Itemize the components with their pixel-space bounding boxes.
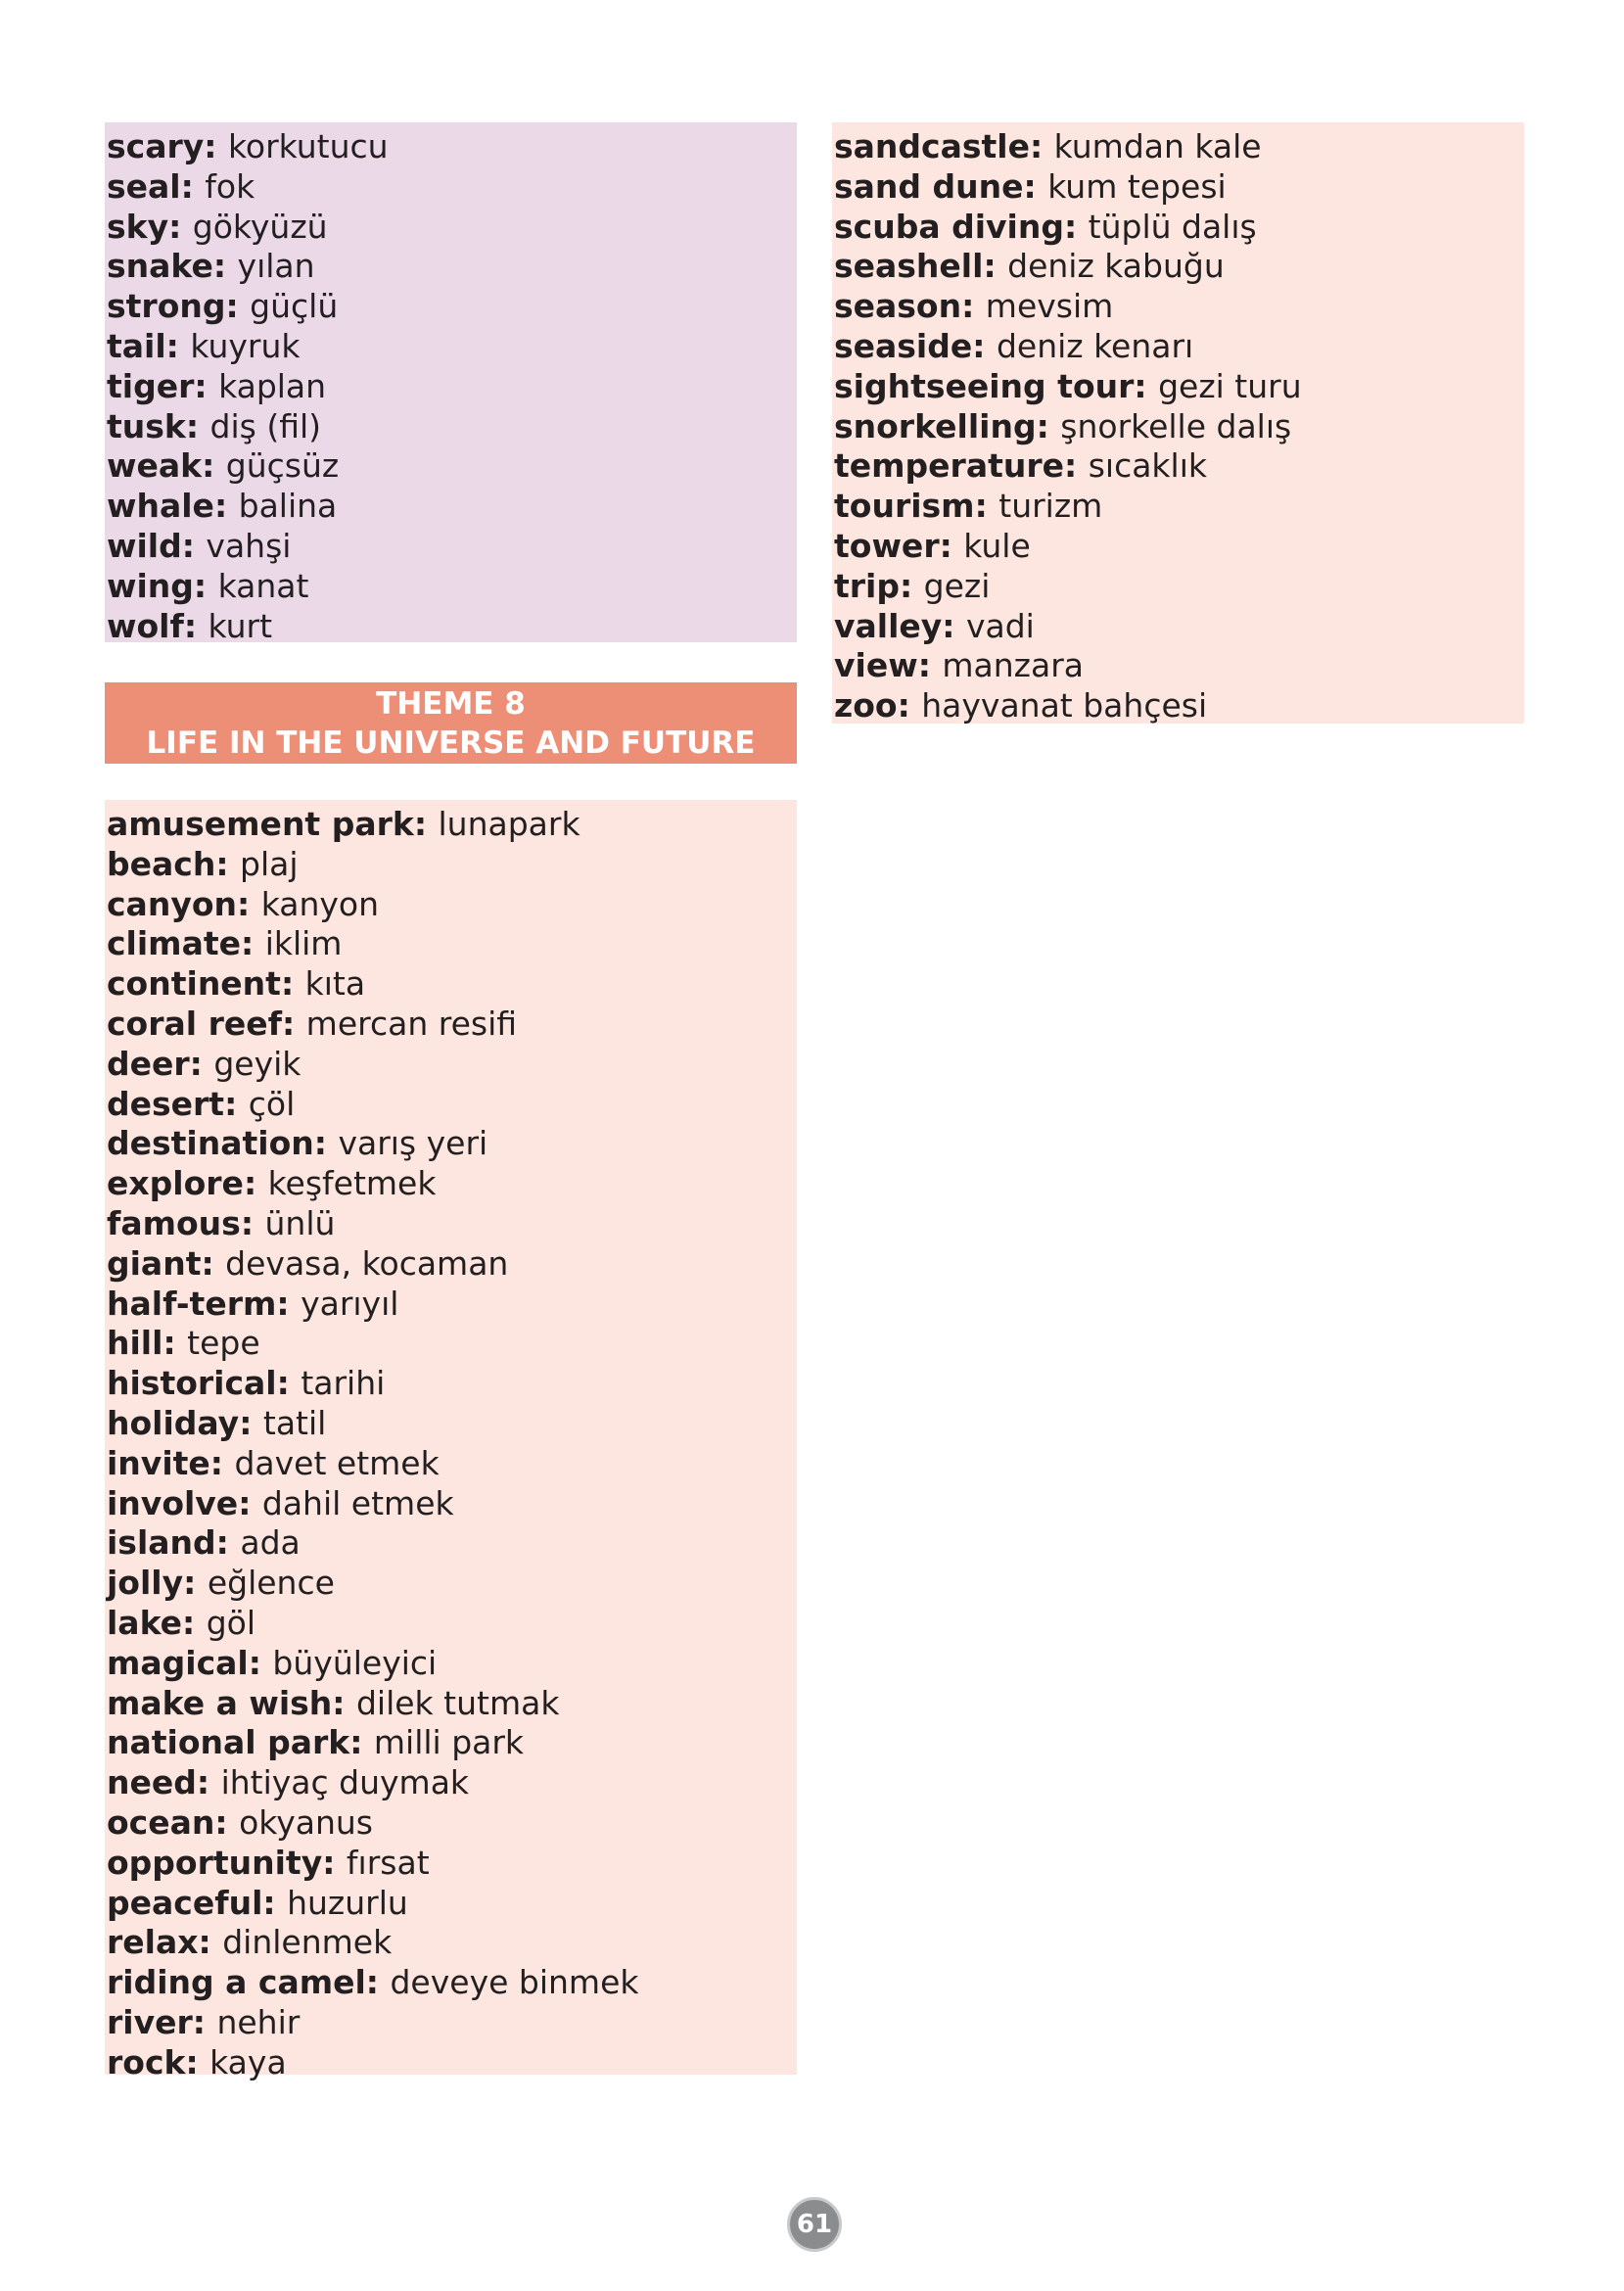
vocab-separator: :	[215, 1523, 241, 1563]
vocab-separator: :	[322, 1843, 347, 1882]
vocab-translation: fok	[205, 166, 255, 206]
vocab-translation: okyanus	[239, 1802, 373, 1842]
vocab-translation: balina	[238, 487, 338, 526]
vocab-translation: tüplü dalış	[1088, 207, 1257, 246]
vocab-entry	[832, 567, 1524, 607]
vocab-entry	[105, 1204, 797, 1244]
vocab-term: sandcastle	[834, 127, 1030, 165]
vocab-translation: kuyruk	[190, 326, 301, 365]
vocab-entry	[105, 1684, 797, 1724]
vocab-translation: şnorkelle dalış	[1060, 406, 1292, 445]
vocab-separator: :	[281, 1004, 306, 1043]
vocab-separator: :	[165, 326, 191, 365]
vocab-term: season	[834, 287, 962, 326]
theme-title: LIFE IN THE UNIVERSE AND FUTURE	[146, 725, 756, 761]
vocab-translation: kıta	[304, 964, 366, 1004]
vocab-translation: lunapark	[438, 805, 580, 843]
vocab-separator: :	[972, 326, 997, 365]
vocab-translation: korkutucu	[227, 127, 389, 165]
vocab-separator: :	[202, 446, 226, 486]
vocab-term: rock	[107, 2042, 186, 2081]
vocab-separator: :	[238, 1483, 262, 1522]
vocab-entry	[105, 1844, 797, 1884]
vocab-entry	[832, 646, 1524, 686]
vocab-translation: deniz kabuğu	[1007, 247, 1225, 286]
vocab-separator: :	[961, 287, 986, 326]
vocab-term: sand dune	[834, 166, 1024, 206]
vocab-entry	[105, 367, 797, 407]
vocab-translation: manzara	[942, 646, 1085, 685]
vocab-entry	[105, 1045, 797, 1085]
vocab-translation: geyik	[213, 1044, 302, 1083]
vocab-entry	[832, 127, 1524, 167]
vocab-separator: :	[942, 606, 966, 645]
vocab-separator: :	[192, 2002, 217, 2041]
vocab-separator: :	[240, 1203, 265, 1242]
vocab-separator: :	[185, 2042, 210, 2081]
vocab-separator: :	[181, 526, 207, 565]
vocab-separator: :	[204, 127, 228, 165]
vocab-separator: :	[214, 1802, 240, 1842]
theme-banner	[105, 682, 797, 764]
vocab-entry	[105, 527, 797, 567]
vocab-translation: çöl	[248, 1084, 296, 1123]
vocab-separator: :	[276, 1284, 302, 1323]
vocab-separator: :	[198, 1923, 223, 1962]
vocab-term: deer	[107, 1044, 190, 1083]
vocab-term: tusk	[107, 406, 186, 445]
vocab-term: tower	[834, 526, 940, 565]
vocab-entry	[105, 1364, 797, 1404]
vocab-term: snorkelling	[834, 406, 1037, 445]
vocab-translation: gezi	[923, 566, 991, 605]
vocab-term: valley	[834, 606, 943, 645]
vocab-separator: :	[1063, 207, 1089, 246]
vocab-translation: tepe	[187, 1324, 260, 1363]
vocab-term: trip	[834, 566, 900, 605]
vocab-entry	[105, 327, 797, 367]
vocab-separator: :	[193, 566, 218, 605]
vocab-entry	[105, 1803, 797, 1844]
vocab-translation: milli park	[373, 1723, 525, 1762]
vocab-term: hill	[107, 1324, 163, 1363]
page-number: 61	[787, 2197, 842, 2252]
vocab-translation: vahşi	[206, 526, 292, 565]
vocab-translation: turizm	[998, 487, 1103, 526]
vocab-term: historical	[107, 1364, 277, 1403]
vocab-entry	[105, 1244, 797, 1285]
vocab-term: canyon	[107, 884, 237, 923]
vocab-entry	[105, 1085, 797, 1125]
vocab-translation: kule	[963, 526, 1031, 565]
vocab-list	[832, 127, 1524, 726]
vocab-term: riding a camel	[107, 1963, 366, 2002]
vocab-separator: :	[917, 646, 943, 685]
vocab-separator: :	[182, 1603, 207, 1642]
vocab-term: tourism	[834, 487, 975, 526]
vocab-entry	[105, 1484, 797, 1524]
vocab-translation: plaj	[240, 844, 299, 883]
vocab-list	[105, 127, 797, 646]
vocab-entry	[105, 885, 797, 925]
vocab-entry	[105, 1723, 797, 1763]
vocab-entry	[832, 686, 1524, 726]
vocab-list	[105, 805, 797, 2083]
vocab-translation: kaplan	[218, 366, 327, 405]
vocab-translation: tatil	[262, 1403, 327, 1442]
vocab-term: peaceful	[107, 1883, 263, 1922]
vocab-translation: tarihi	[301, 1364, 386, 1403]
vocab-entry	[832, 367, 1524, 407]
vocab-entry	[105, 1404, 797, 1444]
vocab-separator: :	[196, 1763, 221, 1802]
vocab-term: temperature	[834, 446, 1065, 486]
vocab-separator: :	[365, 1963, 391, 2002]
vocab-term: seaside	[834, 326, 973, 365]
vocab-translation: kanat	[217, 566, 309, 605]
vocab-translation: güçlü	[250, 287, 339, 326]
vocab-translation: fırsat	[346, 1843, 430, 1882]
vocab-separator: :	[248, 1643, 273, 1682]
vocab-separator: :	[224, 1084, 249, 1123]
vocab-translation: ünlü	[264, 1203, 336, 1242]
vocab-translation: gezi turu	[1158, 366, 1302, 405]
vocab-translation: dinlenmek	[222, 1923, 393, 1962]
vocab-term: wild	[107, 526, 182, 565]
vocab-box-theme8-left	[105, 800, 797, 2081]
vocab-separator: :	[239, 1403, 263, 1442]
vocab-translation: hayvanat bahçesi	[921, 686, 1208, 725]
vocab-translation: varış yeri	[338, 1124, 488, 1163]
vocab-entry	[105, 924, 797, 964]
vocab-entry	[832, 327, 1524, 367]
vocab-entry	[105, 964, 797, 1005]
vocab-translation: deniz kenarı	[996, 326, 1194, 365]
vocab-separator: :	[215, 844, 241, 883]
vocab-separator: :	[213, 487, 239, 526]
vocab-entry	[105, 1164, 797, 1204]
vocab-separator: :	[243, 1164, 268, 1203]
vocab-separator: :	[1036, 406, 1061, 445]
vocab-entry	[105, 287, 797, 327]
vocab-translation: kanyon	[260, 884, 379, 923]
vocab-separator: :	[212, 247, 238, 286]
vocab-term: climate	[107, 924, 241, 963]
vocab-separator: :	[185, 406, 210, 445]
vocab-translation: gökyüzü	[192, 207, 328, 246]
vocab-term: tiger	[107, 366, 195, 405]
vocab-separator: :	[183, 1564, 208, 1603]
vocab-entry	[105, 1564, 797, 1604]
vocab-translation: yılan	[237, 247, 315, 286]
vocab-separator: :	[194, 366, 219, 405]
vocab-term: snake	[107, 247, 213, 286]
vocab-translation: deveye binmek	[390, 1963, 639, 2002]
vocab-entry	[105, 1923, 797, 1963]
vocab-entry	[105, 1763, 797, 1803]
vocab-term: scuba diving	[834, 207, 1064, 246]
vocab-term: destination	[107, 1124, 314, 1163]
vocab-term: desert	[107, 1084, 225, 1123]
vocab-separator: :	[939, 526, 964, 565]
vocab-entry	[105, 407, 797, 447]
vocab-entry	[105, 1884, 797, 1924]
theme-number: THEME 8	[376, 686, 526, 722]
vocab-term: relax	[107, 1923, 199, 1962]
vocab-translation: dahil etmek	[261, 1483, 454, 1522]
vocab-term: ocean	[107, 1802, 215, 1842]
vocab-entry	[832, 446, 1524, 487]
vocab-translation: huzurlu	[287, 1883, 408, 1922]
vocab-separator: :	[1029, 127, 1054, 165]
vocab-entry	[105, 446, 797, 487]
vocab-separator: :	[225, 287, 251, 326]
vocab-entry	[105, 2043, 797, 2083]
vocab-separator: :	[1023, 166, 1048, 206]
vocab-translation: vadi	[965, 606, 1035, 645]
vocab-entry	[105, 567, 797, 607]
vocab-separator: :	[983, 247, 1008, 286]
vocab-translation: ada	[240, 1523, 301, 1563]
vocab-separator: :	[974, 487, 999, 526]
vocab-translation: ihtiyaç duymak	[220, 1763, 470, 1802]
vocab-translation: eğlence	[207, 1564, 335, 1603]
vocab-entry	[105, 1324, 797, 1364]
vocab-separator: :	[349, 1723, 374, 1762]
vocab-term: zoo	[834, 686, 898, 725]
vocab-term: island	[107, 1523, 216, 1563]
vocab-term: holiday	[107, 1403, 240, 1442]
vocab-term: coral reef	[107, 1004, 282, 1043]
vocab-separator: :	[209, 1443, 235, 1482]
vocab-separator: :	[168, 207, 193, 246]
vocab-term: weak	[107, 446, 203, 486]
vocab-translation: mevsim	[985, 287, 1114, 326]
vocab-entry	[832, 167, 1524, 208]
vocab-term: need	[107, 1763, 197, 1802]
vocab-translation: kum tepesi	[1047, 166, 1227, 206]
vocab-entry	[105, 845, 797, 885]
vocab-translation: güçsüz	[225, 446, 340, 486]
vocab-translation: büyüleyici	[272, 1643, 438, 1682]
vocab-translation: devasa, kocaman	[225, 1243, 509, 1283]
vocab-entry	[105, 1604, 797, 1644]
vocab-translation: kaya	[209, 2042, 287, 2081]
vocab-separator: :	[332, 1683, 356, 1722]
vocab-separator: :	[241, 924, 265, 963]
vocab-entry	[832, 208, 1524, 248]
vocab-separator: :	[262, 1883, 288, 1922]
vocab-separator: :	[189, 1044, 214, 1083]
vocab-term: seal	[107, 166, 181, 206]
vocab-term: make a wish	[107, 1683, 333, 1722]
vocab-separator: :	[897, 686, 922, 725]
vocab-term: famous	[107, 1203, 241, 1242]
vocab-entry	[105, 127, 797, 167]
vocab-entry	[105, 805, 797, 845]
vocab-entry	[105, 167, 797, 208]
vocab-term: national park	[107, 1723, 350, 1762]
vocab-term: sightseeing tour	[834, 366, 1135, 405]
vocab-term: involve	[107, 1483, 239, 1522]
vocab-translation: kumdan kale	[1053, 127, 1262, 165]
vocab-translation: mercan resifi	[305, 1004, 518, 1043]
vocab-translation: dilek tutmak	[355, 1683, 560, 1722]
vocab-term: half-term	[107, 1284, 277, 1323]
vocab-term: strong	[107, 287, 226, 326]
vocab-term: wolf	[107, 606, 184, 645]
vocab-term: wing	[107, 566, 194, 605]
vocab-term: invite	[107, 1443, 210, 1482]
vocab-separator: :	[276, 1364, 302, 1403]
vocab-translation: sıcaklık	[1088, 446, 1207, 486]
vocab-term: continent	[107, 964, 281, 1004]
vocab-term: jolly	[107, 1564, 184, 1603]
vocab-separator: :	[237, 884, 261, 923]
vocab-translation: kurt	[208, 606, 273, 645]
vocab-translation: keşfetmek	[267, 1164, 437, 1203]
vocab-term: scary	[107, 127, 205, 165]
vocab-translation: göl	[206, 1603, 256, 1642]
vocab-entry	[832, 287, 1524, 327]
vocab-entry	[832, 607, 1524, 647]
vocab-separator: :	[413, 805, 439, 843]
vocab-term: explore	[107, 1164, 244, 1203]
vocab-box-wild-animals	[105, 122, 797, 645]
vocab-entry	[832, 527, 1524, 567]
vocab-box-theme8-right	[832, 122, 1524, 724]
vocab-entry	[832, 247, 1524, 287]
vocab-term: beach	[107, 844, 216, 883]
vocab-entry	[105, 2003, 797, 2043]
vocab-term: view	[834, 646, 918, 685]
vocab-term: opportunity	[107, 1843, 323, 1882]
vocab-translation: nehir	[216, 2002, 301, 2041]
vocab-entry	[832, 407, 1524, 447]
vocab-entry	[105, 1644, 797, 1684]
vocab-separator: :	[313, 1124, 339, 1163]
vocab-separator: :	[201, 1243, 226, 1283]
vocab-term: giant	[107, 1243, 202, 1283]
vocab-entry	[105, 607, 797, 647]
vocab-term: seashell	[834, 247, 984, 286]
vocab-term: lake	[107, 1603, 183, 1642]
vocab-term: amusement park	[107, 805, 414, 843]
vocab-separator: :	[899, 566, 924, 605]
vocab-translation: diş (fil)	[209, 406, 322, 445]
vocab-term: magical	[107, 1643, 249, 1682]
vocab-separator: :	[162, 1324, 188, 1363]
vocab-separator: :	[1134, 366, 1159, 405]
vocab-term: sky	[107, 207, 169, 246]
vocab-term: tail	[107, 326, 166, 365]
vocab-translation: davet etmek	[234, 1443, 440, 1482]
vocab-entry	[105, 1444, 797, 1484]
vocab-entry	[105, 1523, 797, 1564]
vocab-term: river	[107, 2002, 193, 2041]
vocab-entry	[105, 487, 797, 527]
vocab-entry	[105, 1963, 797, 2003]
vocab-entry	[832, 487, 1524, 527]
vocab-separator: :	[183, 606, 209, 645]
vocab-separator: :	[180, 166, 206, 206]
vocab-term: whale	[107, 487, 214, 526]
vocab-separator: :	[1064, 446, 1089, 486]
vocab-separator: :	[280, 964, 305, 1004]
vocab-entry	[105, 1124, 797, 1164]
vocab-translation: iklim	[264, 924, 343, 963]
vocab-entry	[105, 208, 797, 248]
vocab-entry	[105, 1285, 797, 1325]
vocab-entry	[105, 247, 797, 287]
vocab-entry	[105, 1005, 797, 1045]
vocab-translation: yarıyıl	[301, 1284, 399, 1323]
